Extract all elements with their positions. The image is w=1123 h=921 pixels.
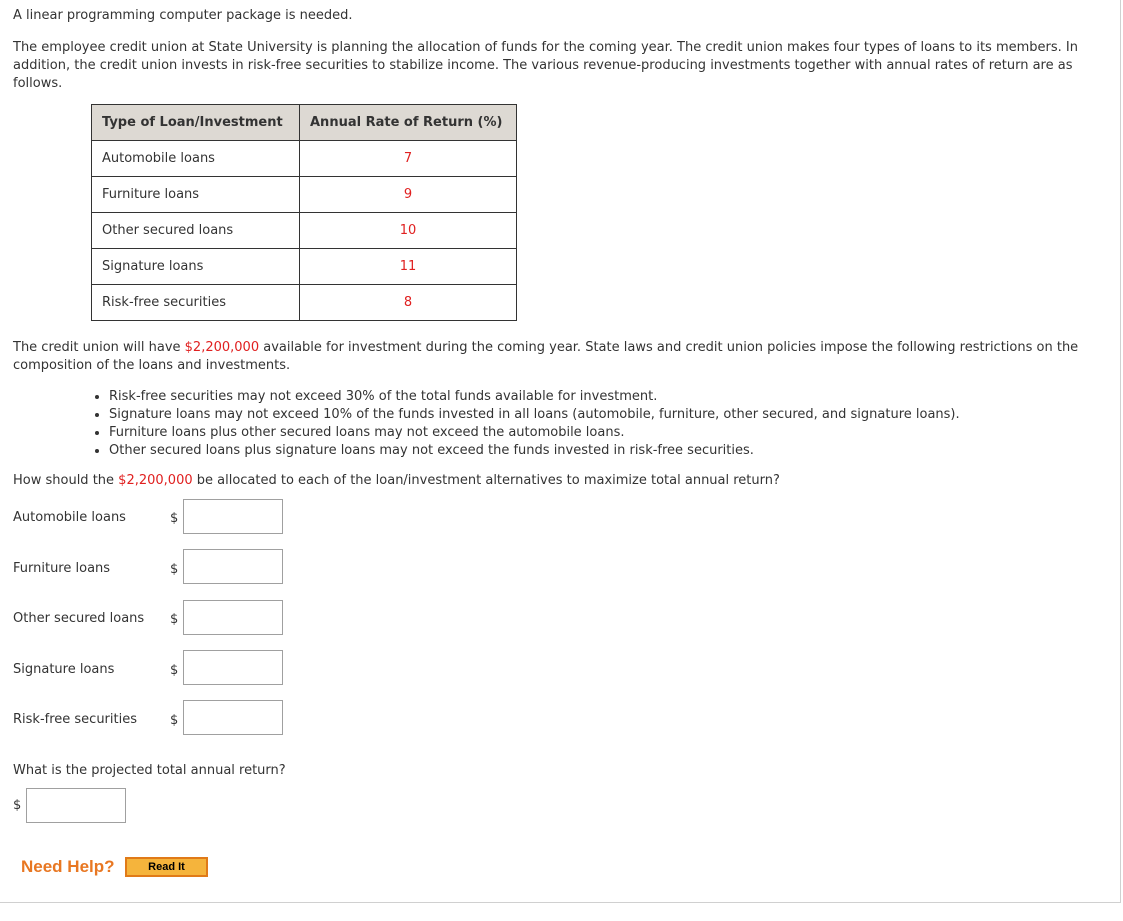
allocation-question [13,473,780,488]
header-type: Type of Loan/Investment [92,105,300,141]
funds-text-after: available for investment during the coming year. State laws and credit union policies impose the following restrictions on the composition of the loans and investments. [13,340,1079,373]
dollar-sign: $ [170,663,179,678]
list-item: • Signature loans may not exceed 10% of the funds invested in all loans (automobile, furniture, other secured, and signature loans). [109,406,960,424]
row-rate: 11 [300,249,517,285]
row-name: Other secured loans [92,213,300,249]
table-row [92,141,517,177]
row-name: Automobile loans [92,141,300,177]
signature-label: Signature loans [13,662,115,677]
total-return-question: What is the projected total annual return? [13,763,286,778]
list-item: • Risk-free securities may not exceed 30% of the total funds available for investment. [109,388,960,406]
other-secured-loans-input[interactable] [183,600,283,635]
row-rate: 9 [300,177,517,213]
list-item: • Other secured loans plus signature loans may not exceed the funds invested in risk-free securities. [109,442,960,460]
furniture-loans-input[interactable] [183,549,283,584]
furniture-label: Furniture loans [13,561,111,576]
row-name: Risk-free securities [92,285,300,321]
table-row [92,285,517,321]
row-rate: 7 [300,141,517,177]
funds-paragraph [13,339,1098,375]
dollar-sign: $ [13,798,22,813]
dollar-sign: $ [170,612,179,627]
table-row [92,177,517,213]
table-row [92,213,517,249]
problem-paragraph: The employee credit union at State University is planning the allocation of funds for the coming year. The credit union makes four types of loans to its members. In addition, the credit union invests in risk-free securities to stabilize income. The various revenue-producing investments together with annual rates of return are as follows. [13,40,1078,91]
total-return-input[interactable] [26,788,126,823]
row-name: Furniture loans [92,177,300,213]
restrictions-list [91,388,960,460]
intro-text: A linear programming computer package is needed. [13,8,353,23]
table-row [92,249,517,285]
question-text-after: be allocated to each of the loan/investment alternatives to maximize total annual return? [192,473,780,488]
row-rate: 8 [300,285,517,321]
dollar-sign: $ [170,713,179,728]
funds-text-before: The credit union will have [13,340,185,355]
table-header-row [92,105,517,141]
row-rate: 10 [300,213,517,249]
automobile-loans-input[interactable] [183,499,283,534]
row-name: Signature loans [92,249,300,285]
dollar-sign: $ [170,511,179,526]
read-it-button[interactable]: Read It [125,857,208,877]
funds-amount: $2,200,000 [184,340,260,355]
rates-table [91,104,517,321]
other-secured-label: Other secured loans [13,611,145,626]
question-amount: $2,200,000 [118,473,193,488]
signature-loans-input[interactable] [183,650,283,685]
header-rate: Annual Rate of Return (%) [300,105,517,141]
need-help-label: Need Help? [21,857,115,876]
list-item: • Furniture loans plus other secured loans may not exceed the automobile loans. [109,424,960,442]
dollar-sign: $ [170,562,179,577]
question-text-before: How should the [13,473,119,488]
automobile-label: Automobile loans [13,510,126,525]
risk-free-securities-input[interactable] [183,700,283,735]
risk-free-label: Risk-free securities [13,712,137,727]
